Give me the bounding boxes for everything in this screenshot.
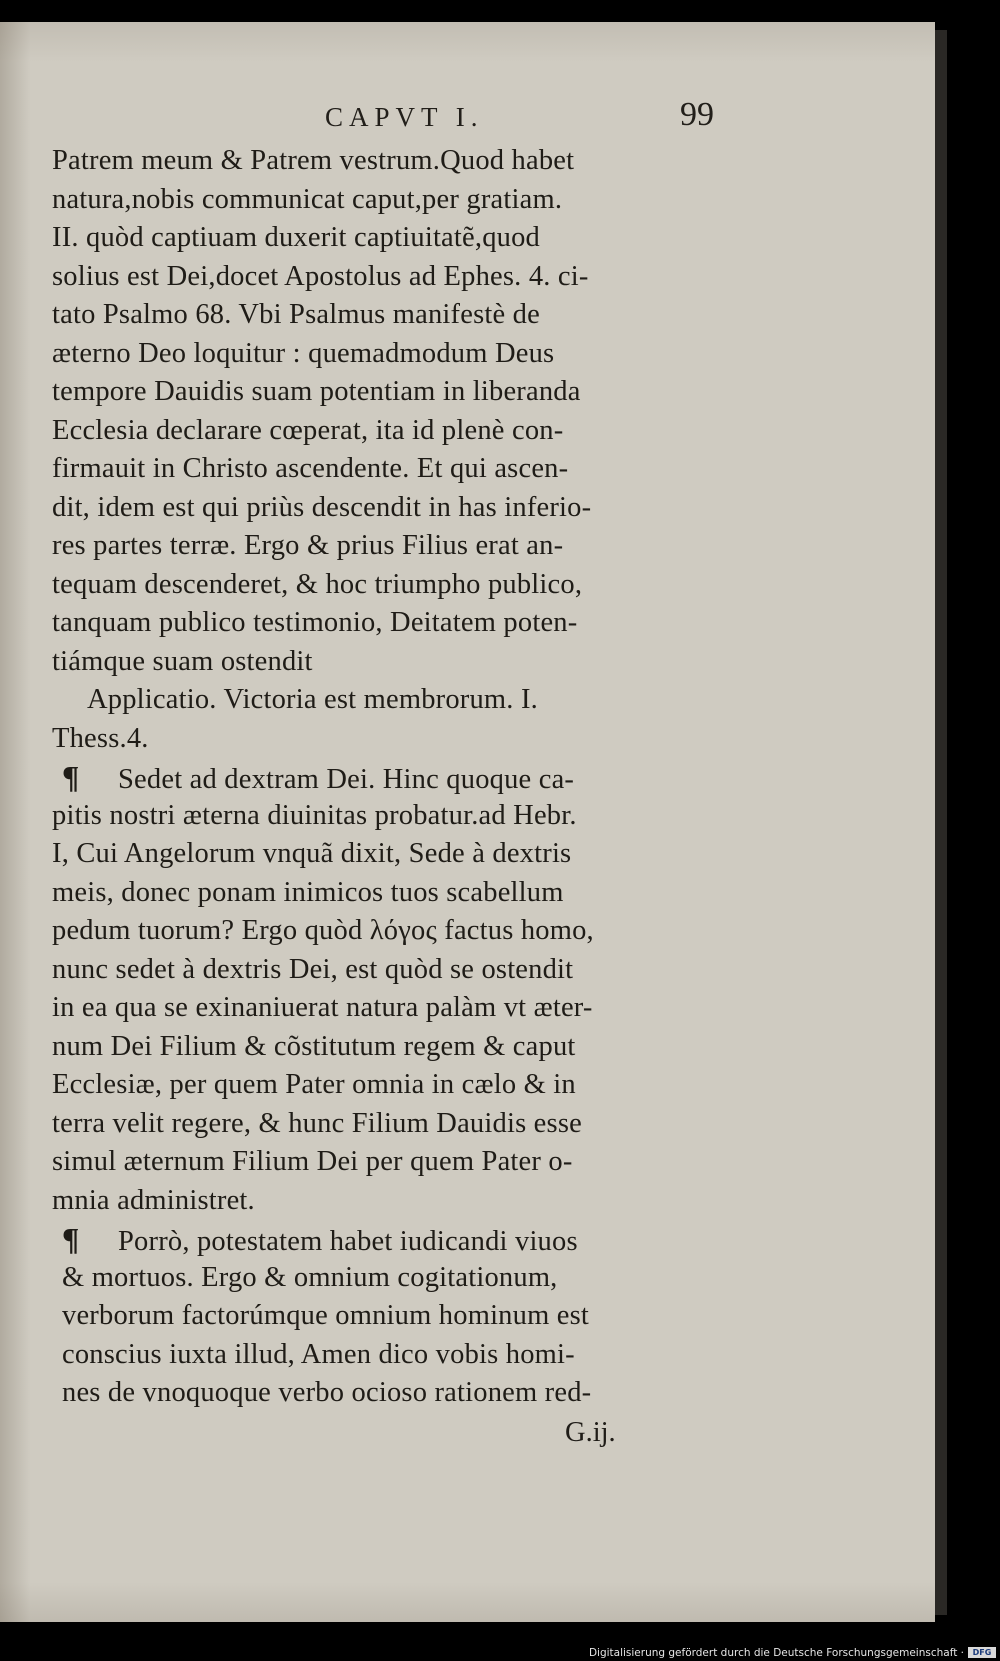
text-line: Porrò, potestatem habet iudicandi viuos: [118, 1226, 578, 1257]
text-line: conscius iuxta illud, Amen dico vobis homi-: [62, 1338, 575, 1370]
text-line: pedum tuorum? Ergo quòd λόγος factus homo,: [52, 915, 594, 946]
running-head: [0, 84, 935, 144]
text-line: nunc sedet à dextris Dei, est quòd se ostendit: [52, 953, 574, 985]
text-line: I, Cui Angelorum vnquã dixit, Sede à dextris: [52, 838, 572, 869]
text-line: tanquam publico testimonio, Deitatem poten-: [52, 607, 578, 638]
paragraph-line: [52, 758, 732, 797]
text-line: Applicatio. Victoria est membrorum. I.: [87, 684, 538, 715]
text-line: meis, donec ponam inimicos tuos scabellum: [52, 876, 564, 908]
text-line: tato Psalmo 68. Vbi Psalmus manifestè de: [52, 299, 540, 330]
chapter-title: CAPVT I.: [325, 102, 484, 132]
text-line: mnia administret.: [52, 1184, 255, 1216]
text-line: num Dei Filium & cõstitutum regem & caput: [52, 1030, 576, 1062]
pilcrow-icon: ¶: [62, 1221, 80, 1257]
text-line: Patrem meum & Patrem vestrum.Quod habet: [52, 145, 575, 176]
body-text: [52, 142, 732, 1413]
text-line: verborum factorúmque omnium hominum est: [62, 1300, 590, 1331]
text-line: & mortuos. Ergo & omnium cogitationum,: [62, 1261, 558, 1293]
signature-mark: G.ij.: [565, 1417, 616, 1448]
page-edge: [935, 30, 947, 1615]
text-line: Sedet ad dextram Dei. Hinc quoque ca-: [118, 764, 575, 795]
text-line: simul æternum Filium Dei per quem Pater o-: [52, 1146, 573, 1177]
page-number: 99: [680, 96, 714, 133]
book-page: [0, 22, 935, 1622]
paragraph-line: [52, 1220, 732, 1259]
text-line: in ea qua se exinaniuerat natura palàm vt æter-: [52, 992, 593, 1023]
footer-credit: Digitalisierung gefördert durch die Deutsche Forschungsgemeinschaft ·: [588, 1647, 964, 1659]
text-line: res partes terræ. Ergo & prius Filius erat an-: [52, 530, 564, 561]
text-line: Ecclesiæ, per quem Pater omnia in cælo & in: [52, 1069, 576, 1100]
text-line: terra velit regere, & hunc Filium Dauidis esse: [52, 1107, 582, 1139]
text-line: II. quòd captiuam duxerit captiuitatẽ,quod: [52, 222, 541, 253]
text-line: firmauit in Christo ascendente. Et qui ascen-: [52, 453, 569, 484]
text-line: solius est Dei,docet Apostolus ad Ephes. 4. ci-: [52, 260, 589, 292]
text-line: natura,nobis communicat caput,per gratiam.: [52, 183, 563, 215]
text-line: tiámque suam ostendit: [52, 645, 313, 677]
text-line: tempore Dauidis suam potentiam in liberanda: [52, 376, 581, 407]
text-line: æterno Deo loquitur : quemadmodum Deus: [52, 337, 555, 369]
text-line: tequam descenderet, & hoc triumpho publico,: [52, 568, 583, 600]
pilcrow-icon: ¶: [62, 759, 80, 795]
dfg-logo: DFG: [968, 1647, 996, 1658]
text-line: pitis nostri æterna diuinitas probatur.ad Hebr.: [52, 799, 577, 831]
text-line: Ecclesia declarare cœperat, ita id plenè con-: [52, 414, 564, 446]
text-line: Thess.4.: [52, 722, 149, 754]
text-line: nes de vnoquoque verbo ocioso rationem red-: [62, 1377, 592, 1408]
text-line: dit, idem est qui priùs descendit in has inferio-: [52, 491, 592, 523]
footer-bar: [0, 1645, 1000, 1661]
